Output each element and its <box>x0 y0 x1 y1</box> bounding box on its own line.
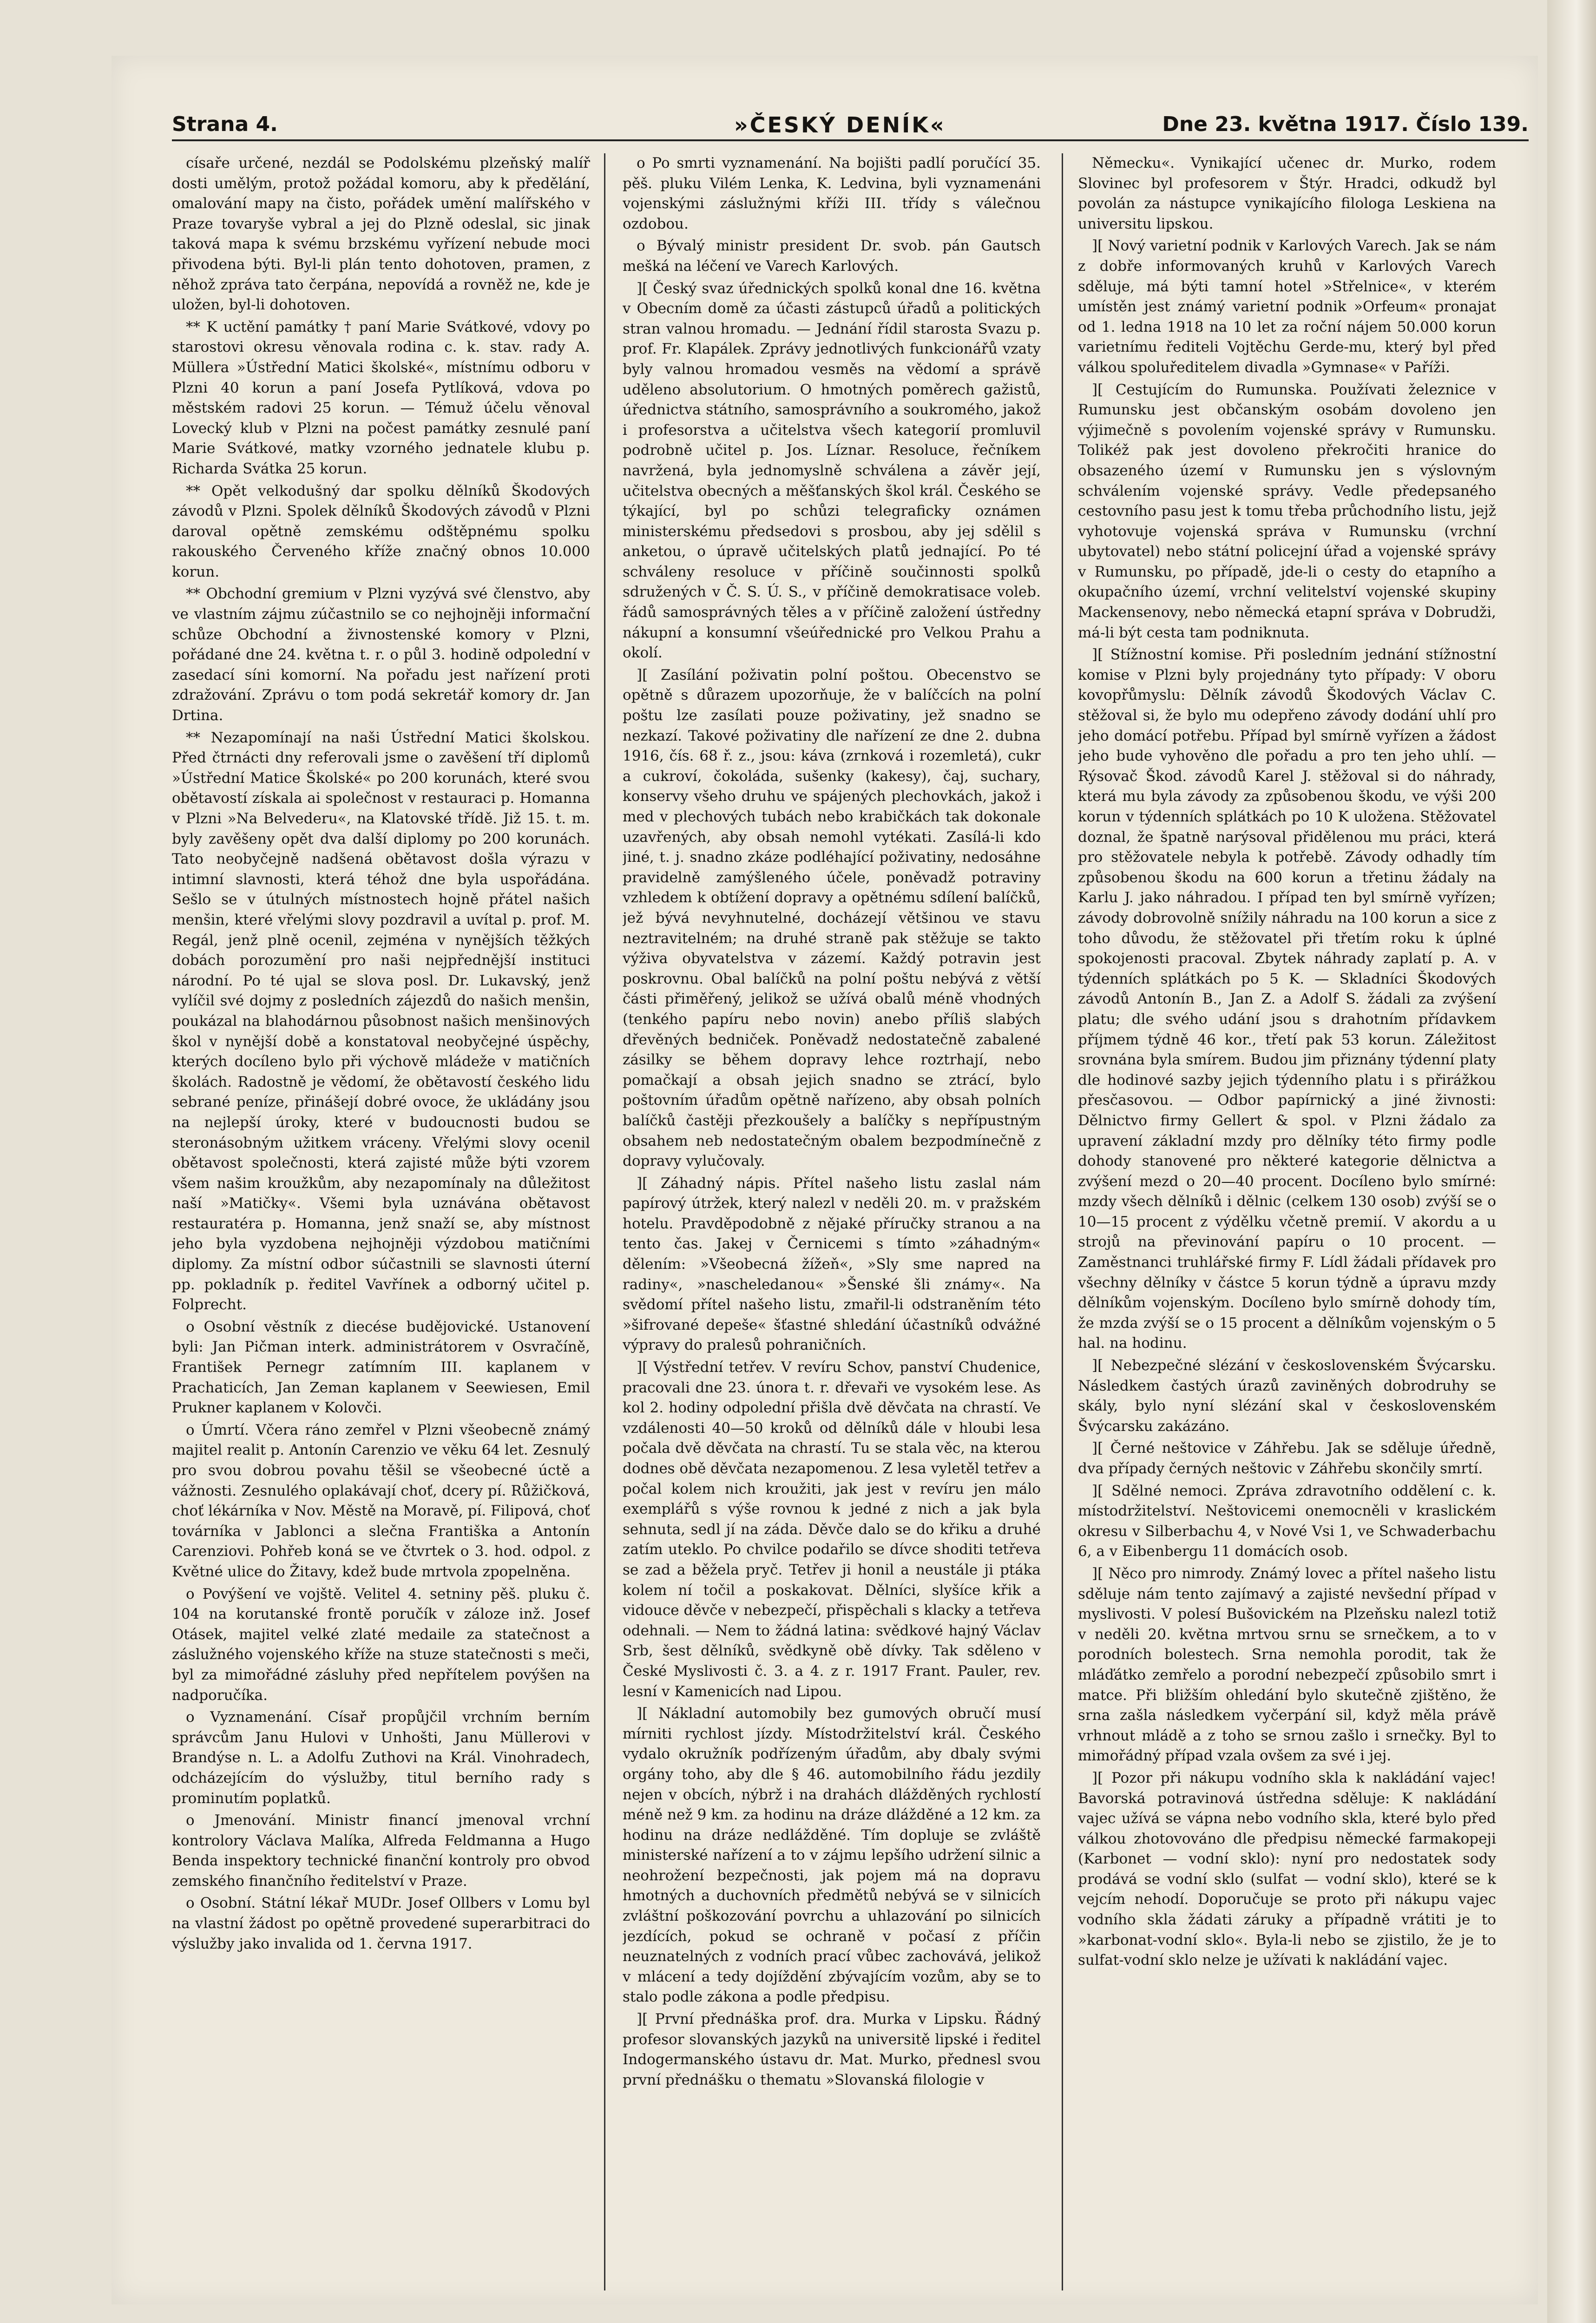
article: ][ Černé neštovice v Záhřebu. Jak se sděluje úředně, dva případy černých neštovic v Záhřebu skončily smrtí. <box>1078 1440 1496 1477</box>
issue-date: Dne 23. května 1917. Číslo 139. <box>1162 112 1529 136</box>
article: o Osobní. Státní lékař MUDr. Josef Ollbers v Lomu byl na vlastní žádost po opětně provedené superarbitraci do výslužby jako invalida od 1. června 1917. <box>172 1895 590 1952</box>
article: ** K uctění památky † paní Marie Svátkové, vdovy po starostovi okresu věnovala rodina c. k. stav. rady A. Müllera »Ústřední Matici školské«, místnímu odboru v Plzni 40 korun a paní Josefa Pytlíková, vdova po městském radovi 25 korun. — Témuž účelu věnoval Lovecký klub v Plzni na počest památky zesnulé paní Marie Svátkové, matky vzorného jednatele klubu p. Richarda Svátka 25 korun. <box>172 318 590 477</box>
article: ][ Cestujícím do Rumunska. Používati železnice v Rumunsku jest občanským osobám dovoleno jen výjimečně s povolením vojenské správy v Rumunsku. Tolikéž pak jest dovoleno překročiti hranice do obsazeného území v Rumunsku jen s výslovným schválením vojenské správy. Vedle předepsaného cestovního pasu jest k tomu třeba průchodního listu, jejž vyhotovuje vojenská správa v Rumunsku (vrchní ubytovatel) nebo státní policejní úřad a vojenské správy v Rumunsku, po případě, jde-li o cesty do etapního a okupačního území, vrchní velitelství vojenské skupiny Mackensenovy, nebo německá etapní správa v Dobrudži, má-li být cesta tam podniknuta. <box>1078 381 1496 641</box>
article: ][ Český svaz úřednických spolků konal dne 16. května v Obecním domě za účasti zástupců úřadů a politických stran valnou hromadu. — Jednání řídil starosta Svazu p. prof. Fr. Klapálek. Zprávy jednotlivých funkcionářů vzaty byly valnou hromadou vesměs na vědomí a správě uděleno absolutorium. O hmotných poměrech gažistů, úřednictva státního, samosprávního a soukromého, jakož i profesorstva a učitelstva všech kategorií promluvil podrobně učitel p. Jos. Líznar. Resoluce, řečníkem navržená, byla jednomyslně schválena a závěr její, učitelstva obecných a měšťanských škol král. Českého se týkající, byl po schůzi telegraficky oznámen ministerskému předsedovi s prosbou, aby jej sdělil s anketou, o úpravě učitelských platů jednající. Po té schváleny resoluce v příčině součinnosti spolků sdružených v Č. S. Ú. S., v příčině demokratisace voleb. řádů samosprávných těles a v příčině založení ústředny nákupní a konsumní všeúřednické pro Velkou Prahu a okolí. <box>623 280 1041 662</box>
article: ** Nezapomínají na naši Ústřední Matici školskou. Před čtrnácti dny referovali jsme o zavěšení tří diplomů »Ústřední Matice Školské« po 200 korunách, které svou obětavostí získala ai společnost v restauraci p. Homanna v Plzni »Na Belvederu«, na Klatovské třídě. Již 15. t. m. byly zavěšeny opět dva další diplomy po 200 korunách. Tato neobyčejně nadšená obětavost došla výrazu v intimní slavnosti, která téhož dne byla uspořádána. Sešlo se v útulných místnostech hojně přátel našich menšin, které vřelými slovy pozdravil a uvítal p. prof. M. Regál, jenž plně ocenil, zejména v nynějších těžkých dobách porozumění pro naši nejpřednější instituci národní. Po té ujal se slova posl. Dr. Lukavský, jenž vylíčil své dojmy z posledních zájezdů do našich menšin, poukázal na blahodárnou působnost našich menšinových škol v nynější době a konstatoval neobyčejné úspěchy, kterých docíleno bylo při výchově mládeže v matičních školách. Radostně je vědomí, že obětavostí českého lidu sebrané peníze, přinášejí dobré ovoce, že ukládány jsou na nejlepší úroky, které v budoucnosti budou se steronásobným užitkem vráceny. Vřelými slovy ocenil obětavost společnosti, která zajisté může býti vzorem všem našim kroužkům, aby nezapomínaly na důležitost naší »Matičky«. Všemi byla uznávána obětavost restauratéra p. Homanna, jenž snaží se, aby místnost jeho byla vyzdobena nejhojněji výzdobou matičními diplomy. Za místní odbor súčastnili se slavnosti úterní pp. pokladník p. ředitel Vavřínek a odborný učitel p. Folprecht. <box>172 729 590 1313</box>
page-edge <box>1547 0 1596 2323</box>
article: ][ Sdělné nemoci. Zpráva zdravotního oddělení c. k. místodržitelství. Neštovicemi onemocněli v kraslickém okresu v Silberbachu 4, v Nové Vsi 1, ve Schwaderbachu 6, a v Eibenbergu 11 domácích osob. <box>1078 1482 1496 1560</box>
article: o Úmrtí. Včera ráno zemřel v Plzni všeobecně známý majitel realit p. Antonín Carenzio ve věku 64 let. Zesnulý pro svou dobrou povahu těšil se všeobecné úctě a vážnosti. Zesnulého oplakávají choť, dcery pí. Růžičková, choť lékárníka v Nov. Městě na Moravě, pí. Filipová, choť továrníka v Jablonci a slečna Františka a Antonín Carenziovi. Pohřeb koná se ve čtvrtek o 3. hod. odpol. z Květné ulice do Žitavy, kdež bude mrtvola zpopelněna. <box>172 1421 590 1580</box>
article: ][ Nebezpečné slézání v československém Švýcarsku. Následkem častých úrazů zaviněných dobrodruhy se skály, bylo nyní slézání skal v československém Švýcarsku zakázáno. <box>1078 1357 1496 1435</box>
article: ][ Zasílání poživatin polní poštou. Obecenstvo se opětně s důrazem upozorňuje, že v balíčcích na polní poštu lze zasílati pouze poživatiny, jež snadno se nezkazí. Takové poživatiny dle nařízení ze dne 2. dubna 1916, čís. 68 ř. z., jsou: káva (zrnková i rozemletá), cukr a cukroví, čokoláda, sušenky (kakesy), čaj, suchary, konservy všeho druhu ve spájených plechovkách, jakož i med v plechových tubách nebo krabičkách tak dokonale uzavřených, aby obsah nemohl vytékati. Zasílá-li kdo jiné, t. j. snadno zkáze podléhající poživatiny, nedosáhne pravidelně zamýšleného účele, poněvadž potraviny vzhledem k obtížení dopravy a opětnému sdílení balíčků, jež bývá nevyhnutelné, docházejí většinou ve stavu neztravitelném; na druhé straně pak stěžuje se takto výživa obyvatelstva v zázemí. Každý potravin jest poskrovnu. Obal balíčků na polní poštu nebývá z větší části přiměřený, jelikož se užívá obalů méně vhodných (tenkého papíru nebo novin) anebo příliš slabých dřevěných bedniček. Poněvadž nedostatečně zabalené zásilky se během dopravy lehce roztrhají, nebo pomačkají a obsah jejich snadno se ztrácí, bylo poštovním úřadům opětně nařízeno, aby obsah polních balíčků častěji přezkoušely a balíčky s nepřípustným obsahem neb nedostatečným obalem bezpodmínečně z dopravy vylučovaly. <box>623 666 1041 1170</box>
article: ** Obchodní gremium v Plzni vyzývá své členstvo, aby ve vlastním zájmu zúčastnilo se co nejhojněji informační schůze Obchodní a živnostenské komory v Plzni, pořádané dne 24. května t. r. o půl 3. hodině odpolední v zasedací síni komorní. Na pořadu jest nařízení proti zdražování. Zprávu o tom podá sekretář komory dr. Jan Drtina. <box>172 585 590 724</box>
newspaper-title: »ČESKÝ DENÍK« <box>734 112 946 138</box>
article: o Povýšení ve vojště. Velitel 4. setniny pěš. pluku č. 104 na korutanské frontě poručík v záloze inž. Josef Otásek, majitel velké zlaté medaile za statečnost a záslužného vojenského kříže na stuze statečnosti s meči, byl za mimořádné zásluhy před nepřítelem povýšen na nadporučíka. <box>172 1585 590 1704</box>
article: Německu«. Vynikající učenec dr. Murko, rodem Slovinec byl profesorem v Štýr. Hradci, odkudž byl povolán za nástupce vynikajícího filologa Leskiena na universitu lipskou. <box>1078 155 1496 232</box>
article: o Jmenování. Ministr financí jmenoval vrchní kontrolory Václava Malíka, Alfreda Feldmanna a Hugo Benda inspektory technické finanční kontroly pro obvod zemského finančního ředitelství v Praze. <box>172 1812 590 1890</box>
column-divider <box>1062 153 1063 2290</box>
article: ][ První přednáška prof. dra. Murka v Lipsku. Řádný profesor slovanských jazyků na universitě lipské i ředitel Indogermanského ústavu dr. Mat. Murko, přednesl svou první přednášku o thematu »Slovanská filologie v <box>623 2011 1041 2088</box>
column-3 <box>1078 153 1496 2290</box>
page-number: Strana 4. <box>172 112 278 136</box>
column-divider <box>604 153 605 2290</box>
article: ][ Pozor při nákupu vodního skla k nakládání vajec! Bavorská potravinová ústředna sděluje: K nakládání vajec užívá se vápna nebo vodního skla, které bylo před válkou zhotovováno dle předpisu německé farmakopeji (Karbonet — vodní sklo): nyní pro nedostatek sody prodává se vodní sklo (sulfat — vodní sklo), které se k vejcím nehodí. Doporučuje se proto při nákupu vajec vodního skla žádati záruky a případně vrátiti je to »karbonat-vodní sklo«. Byla-li nebo se zjistilo, že je to sulfat-vodní sklo nelze je užívati k nakládání vajec. <box>1078 1769 1496 1969</box>
article: ][ Výstřední tetřev. V revíru Schov, panství Chudenice, pracovali dne 23. února t. r. dřevaři ve vysokém lese. As kol 2. hodiny odpolední přišla dvě děvčata na chrastí. Ve vzdálenosti 40—50 kroků od dělníků dále v hloubi lesa počala dvě děvčata na chrastí. Tu se stala věc, na kterou dodnes obě děvčata nezapomenou. Z lesa vyletěl tetřev a počal kolem nich kroužiti, jak jest v revíru jen málo exemplářů s výše rovnou k jedné z nich a jak byla sehnuta, sedl jí na záda. Děvče dalo se do křiku a druhé zatím uteklo. Po chvilce podařilo se dívce shoditi tetřeva se zad a běžela pryč. Tetřev ji honil a neustále ji ptáka kolem ní točil a poskakovat. Dělníci, slyšíce křik a vidouce děvče v nebezpečí, přispěchali s klacky a tetřeva odehnali. — Nem to žádná latina: svědkové hajný Václav Srb, šest dělníků, svědkyně obě dívky. Tak sděleno v České Myslivosti č. 3. a 4. z r. 1917 Frant. Pauler, rev. lesní v Kamenicích nad Lipou. <box>623 1359 1041 1700</box>
article: ** Opět velkodušný dar spolku dělníků Škodových závodů v Plzni. Spolek dělníků Škodových závodů v Plzni daroval opětně zemskému odštěpnému spolku rakouského Červeného kříže značný obnos 10.000 korun. <box>172 482 590 580</box>
article: o Osobní věstník z diecése budějovické. Ustanovení byli: Jan Pičman interk. administrátorem v Osvračíně, František Pernegr zatímním III. kaplanem v Prachaticích, Jan Zeman kaplanem v Seewiesen, Emil Prukner kaplanem v Kolovči. <box>172 1318 590 1417</box>
column-2 <box>623 153 1041 2290</box>
article: o Vyznamenání. Císař propůjčil vrchním berním správcům Janu Hulovi v Unhošti, Janu Müllerovi v Brandýse n. L. a Adolfu Zuthovi na Král. Vinohradech, odcházejícím do výslužby, titul berního rady s prominutím poplatků. <box>172 1709 590 1807</box>
header-rule <box>172 139 1529 141</box>
article: císaře určené, nezdál se Podolskému plzeňský malíř dosti umělým, protož požádal komoru, aby k předělání, omalování mapy na čisto, pořádek umění malířského v Praze tovaryše vybral a jej do Plzně odeslal, sic jinak taková mapa k svému brzskému vyřízení nebude moci přivodena býti. Byl-li plán tento dohotoven, pramen, z něhož zpráva tato čerpána, nepovídá a rovněž ne, kde je uložen, byl-li dohotoven. <box>172 155 590 314</box>
page-header <box>172 108 1529 140</box>
article: o Bývalý ministr president Dr. svob. pán Gautsch mešká na léčení ve Varech Karlových. <box>623 237 1041 275</box>
article: ][ Nákladní automobily bez gumových obručí musí mírniti rychlost jízdy. Místodržitelství král. Českého vydalo okružník podřízeným úřadům, aby dbaly svými orgány toho, aby dle § 46. automobilního řádu jezdily nejen v obcích, nýbrž i na drahách dlážděných rychlostí méně než 9 km. za hodinu na dráze dlážděné a 12 km. za hodinu na dráze nedlážděné. Tím dopluje se zvláště ministerské nařízení a to v zájmu lepšího udržení silnic a neohrožení bezpečnosti, jak pojem má na dopravu hmotných a duchovních předmětů nebývá se v silnicích zvláštní poškozování povrchu a uhlazování po silnicích jezdících, pokud se ochraně v počasí z příčin neuznatelných z vodních prací vůbec zachovává, jelikož v mlácení a tedy dojíždění zbývajícím vozům, aby se to stalo podle zákona a podle předpisu. <box>623 1705 1041 2006</box>
column-1 <box>172 153 590 2290</box>
article: ][ Záhadný nápis. Přítel našeho listu zaslal nám papírový útržek, který nalezl v neděli 20. m. v pražském hotelu. Pravděpodobně z nějaké příručky stranou a na tento čas. Jakej v Černicemi s tímto »záhadným« dělením: »Všeobecná žížeň«, »Sly sme napred na radiny«, »nascheledanou« »Šenské šli známy«. Na svědomí přítel našeho listu, zmařil-li odstraněním této »šifrované depeše« šťastné shledání účastníků odvážné výpravy do pralesů pohraničních. <box>623 1175 1041 1354</box>
article: ][ Něco pro nimrody. Známý lovec a přítel našeho listu sděluje nám tento zajímavý a zajisté nevšední případ v myslivosti. V polesí Bušovickém na Plzeňsku nalezl totiž v neděli 20. května mrtvou srnu se srnečkem, a to v porodních bolestech. Srna nemohla porodit, tak že mláďátko zemřelo a porodní nebezpečí způsobilo smrt i matce. Při bližším ohledání bylo skutečně zjištěno, že srna zašla následkem vyčerpání sil, když měla právě vrhnout mládě a z toho se srnou zašlo i srnečky. Byl to mimořádný případ vzala ovšem za své i jej. <box>1078 1565 1496 1765</box>
article: ][ Nový varietní podnik v Karlových Varech. Jak se nám z dobře informovaných kruhů v Karlových Varech sděluje, má býti tamní hotel »Střelnice«, v kterém umístěn jest známý varietní podnik »Orfeum« pronajat od 1. ledna 1918 na 10 let za roční nájem 50.000 korun varietnímu řediteli Vojtěchu Gerde-mu, který byl před válkou spoluředitelem divadla »Gymnase« v Paříži. <box>1078 237 1496 376</box>
article: ][ Stížnostní komise. Při posledním jednání stížnostní komise v Plzni byly projednány tyto případy: V oboru kovopřůmyslu: Dělník závodů Škodových Václav C. stěžoval si, že bylo mu odepřeno závody dodání uhlí pro jeho domácí potřebu. Případ byl smírně vyřízen a žádost jeho bude vyhověno dle pořadu a pro ten jeho uhlí. — Rýsovač Škod. závodů Karel J. stěžoval si do náhrady, která mu byla závody za způsobenou škodu, ve výši 200 korun v týdenních splátkách po 10 K uložena. Stěžovatel doznal, že špatně narýsoval přidělenou mu práci, která pro stěžovatele nebyla k potřebě. Závody odhadly tím způsobenou škodu na 600 korun a třetinu žádaly na Karlu J. jako náhradou. I případ ten byl smírně vyřízen; závody dobrovolně snížily náhradu na 100 korun a sice z toho důvodu, že stěžovatel při třetím roku k úplné spokojenosti pracoval. Zbytek náhrady zaplatí p. A. v týdenních splátkách po 5 K. — Skladníci Škodových závodů Antonín B., Jan Z. a Adolf S. žádali za zvýšení platu; dle svého udání jsou s drahotním přídavkem příjmem týdně 46 kor., třetí pak 53 korun. Záležitost srovnána byla smírem. Budou jim přiznány týdenní platy dle hodinové sazby jejich týdenního platu i s přirážkou přesčasovou. — Odbor papírnický a jiné živnosti: Dělnictvo firmy Gellert & spol. v Plzni žádalo za upravení základní mzdy pro dělníky této firmy podle dohody stanovené pro některé kategorie dělnictva a zvýšení mezd o 20—40 procent. Docíleno bylo smírné: mzdy všech dělníků i dělnic (celkem 130 osob) zvýší se o 10—15 procent z výdělku včetně premií. V akordu a u strojů na převinování papíru o 10 procent. — Zaměstnanci truhlářské firmy F. Lídl žádali přídavek pro všechny dělníky v částce 5 korun týdně a úpravu mzdy dělníkům vojenským. Docíleno bylo smírně dohody tím, že mzda zvýší se o 15 procent a dělníkům vojenským o 5 hal. na hodinu. <box>1078 646 1496 1352</box>
article: o Po smrti vyznamenání. Na bojišti padlí poručící 35. pěš. pluku Vilém Lenka, K. Ledvina, byli vyznamenáni vojenskými záslužnými kříži III. třídy s válečnou ozdobou. <box>623 155 1041 232</box>
